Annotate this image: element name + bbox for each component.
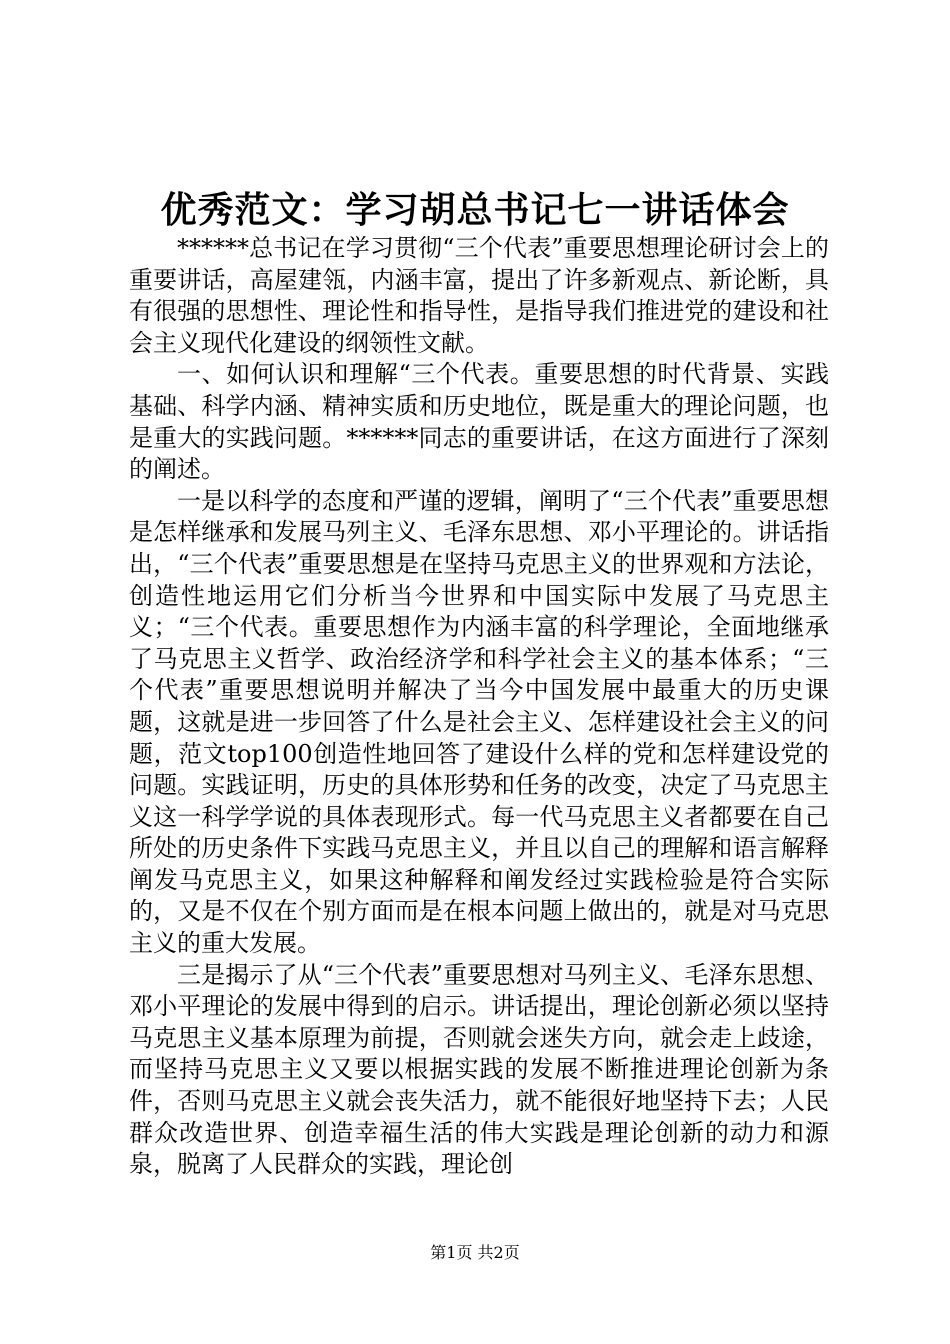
page-footer bbox=[0, 1242, 950, 1264]
document-title: 优秀范文：学习胡总书记七一讲话体会 bbox=[160, 189, 790, 231]
paragraph-1: ******总书记在学习贯彻“三个代表”重要思想理论研讨会上的重要讲话，高屋建瓴，内涵丰富，提出了许多新观点、新论断，具有很强的思想性、理论性和指导性，是指导我们推进党的建设和社会主义现代化建设的纲领性文献。 bbox=[129, 234, 829, 357]
paragraph-2: 一、如何认识和理解“三个代表。重要思想的时代背景、实践基础、科学内涵、精神实质和历史地位，既是重大的理论问题，也是重大的实践问题。******同志的重要讲话，在这方面进行了深刻的阐述。 bbox=[129, 360, 829, 484]
paragraph-3: 一是以科学的态度和严谨的逻辑，阐明了“三个代表”重要思想是怎样继承和发展马列主义、毛泽东思想、邓小平理论的。讲话指出，“三个代表”重要思想是在坚持马克思主义的世界观和方法论，创造性地运用它们分析当今世界和中国实际中发展了马克思主义；“三个代表。重要思想作为内涵丰富的科学理论，全面地继承了马克思主义哲学、政治经济学和科学社会主义的基本体系；“三个代表”重要思想说明并解决了当今中国发展中最重大的历史课题，这就是进一步回答了什么是社会主义、怎样建设社会主义的问题，范文top100创造性地回答了建设什么样的党和怎样建设党的问题。实践证明，历史的具体形势和任务的改变，决定了马克思主义这一科学学说的具体表现形式。每一代马克思主义者都要在自己所处的历史条件下实践马克思主义，并且以自己的理解和语言解释阐发马克思主义，如果这种解释和阐发经过实践检验是符合实际的，又是不仅在个别方面而是在根本问题上做出的，就是对马克思主义的重大发展。 bbox=[129, 486, 829, 958]
page-indicator: 第1页 共2页 bbox=[430, 1243, 520, 1262]
paragraph-4: 三是揭示了从“三个代表”重要思想对马列主义、毛泽东思想、邓小平理论的发展中得到的启示。讲话提出，理论创新必须以坚持马克思主义基本原理为前提，否则就会迷失方向，就会走上歧途，而坚持马克思主义又要以根据实践的发展不断推进理论创新为条件，否则马克思主义就会丧失活力，就不能很好地坚持下去；人民群众改造世界、创造幸福生活的伟大实践是理论创新的动力和源泉，脱离了人民群众的实践，理论创 bbox=[129, 960, 829, 1179]
document-body bbox=[129, 233, 829, 1181]
